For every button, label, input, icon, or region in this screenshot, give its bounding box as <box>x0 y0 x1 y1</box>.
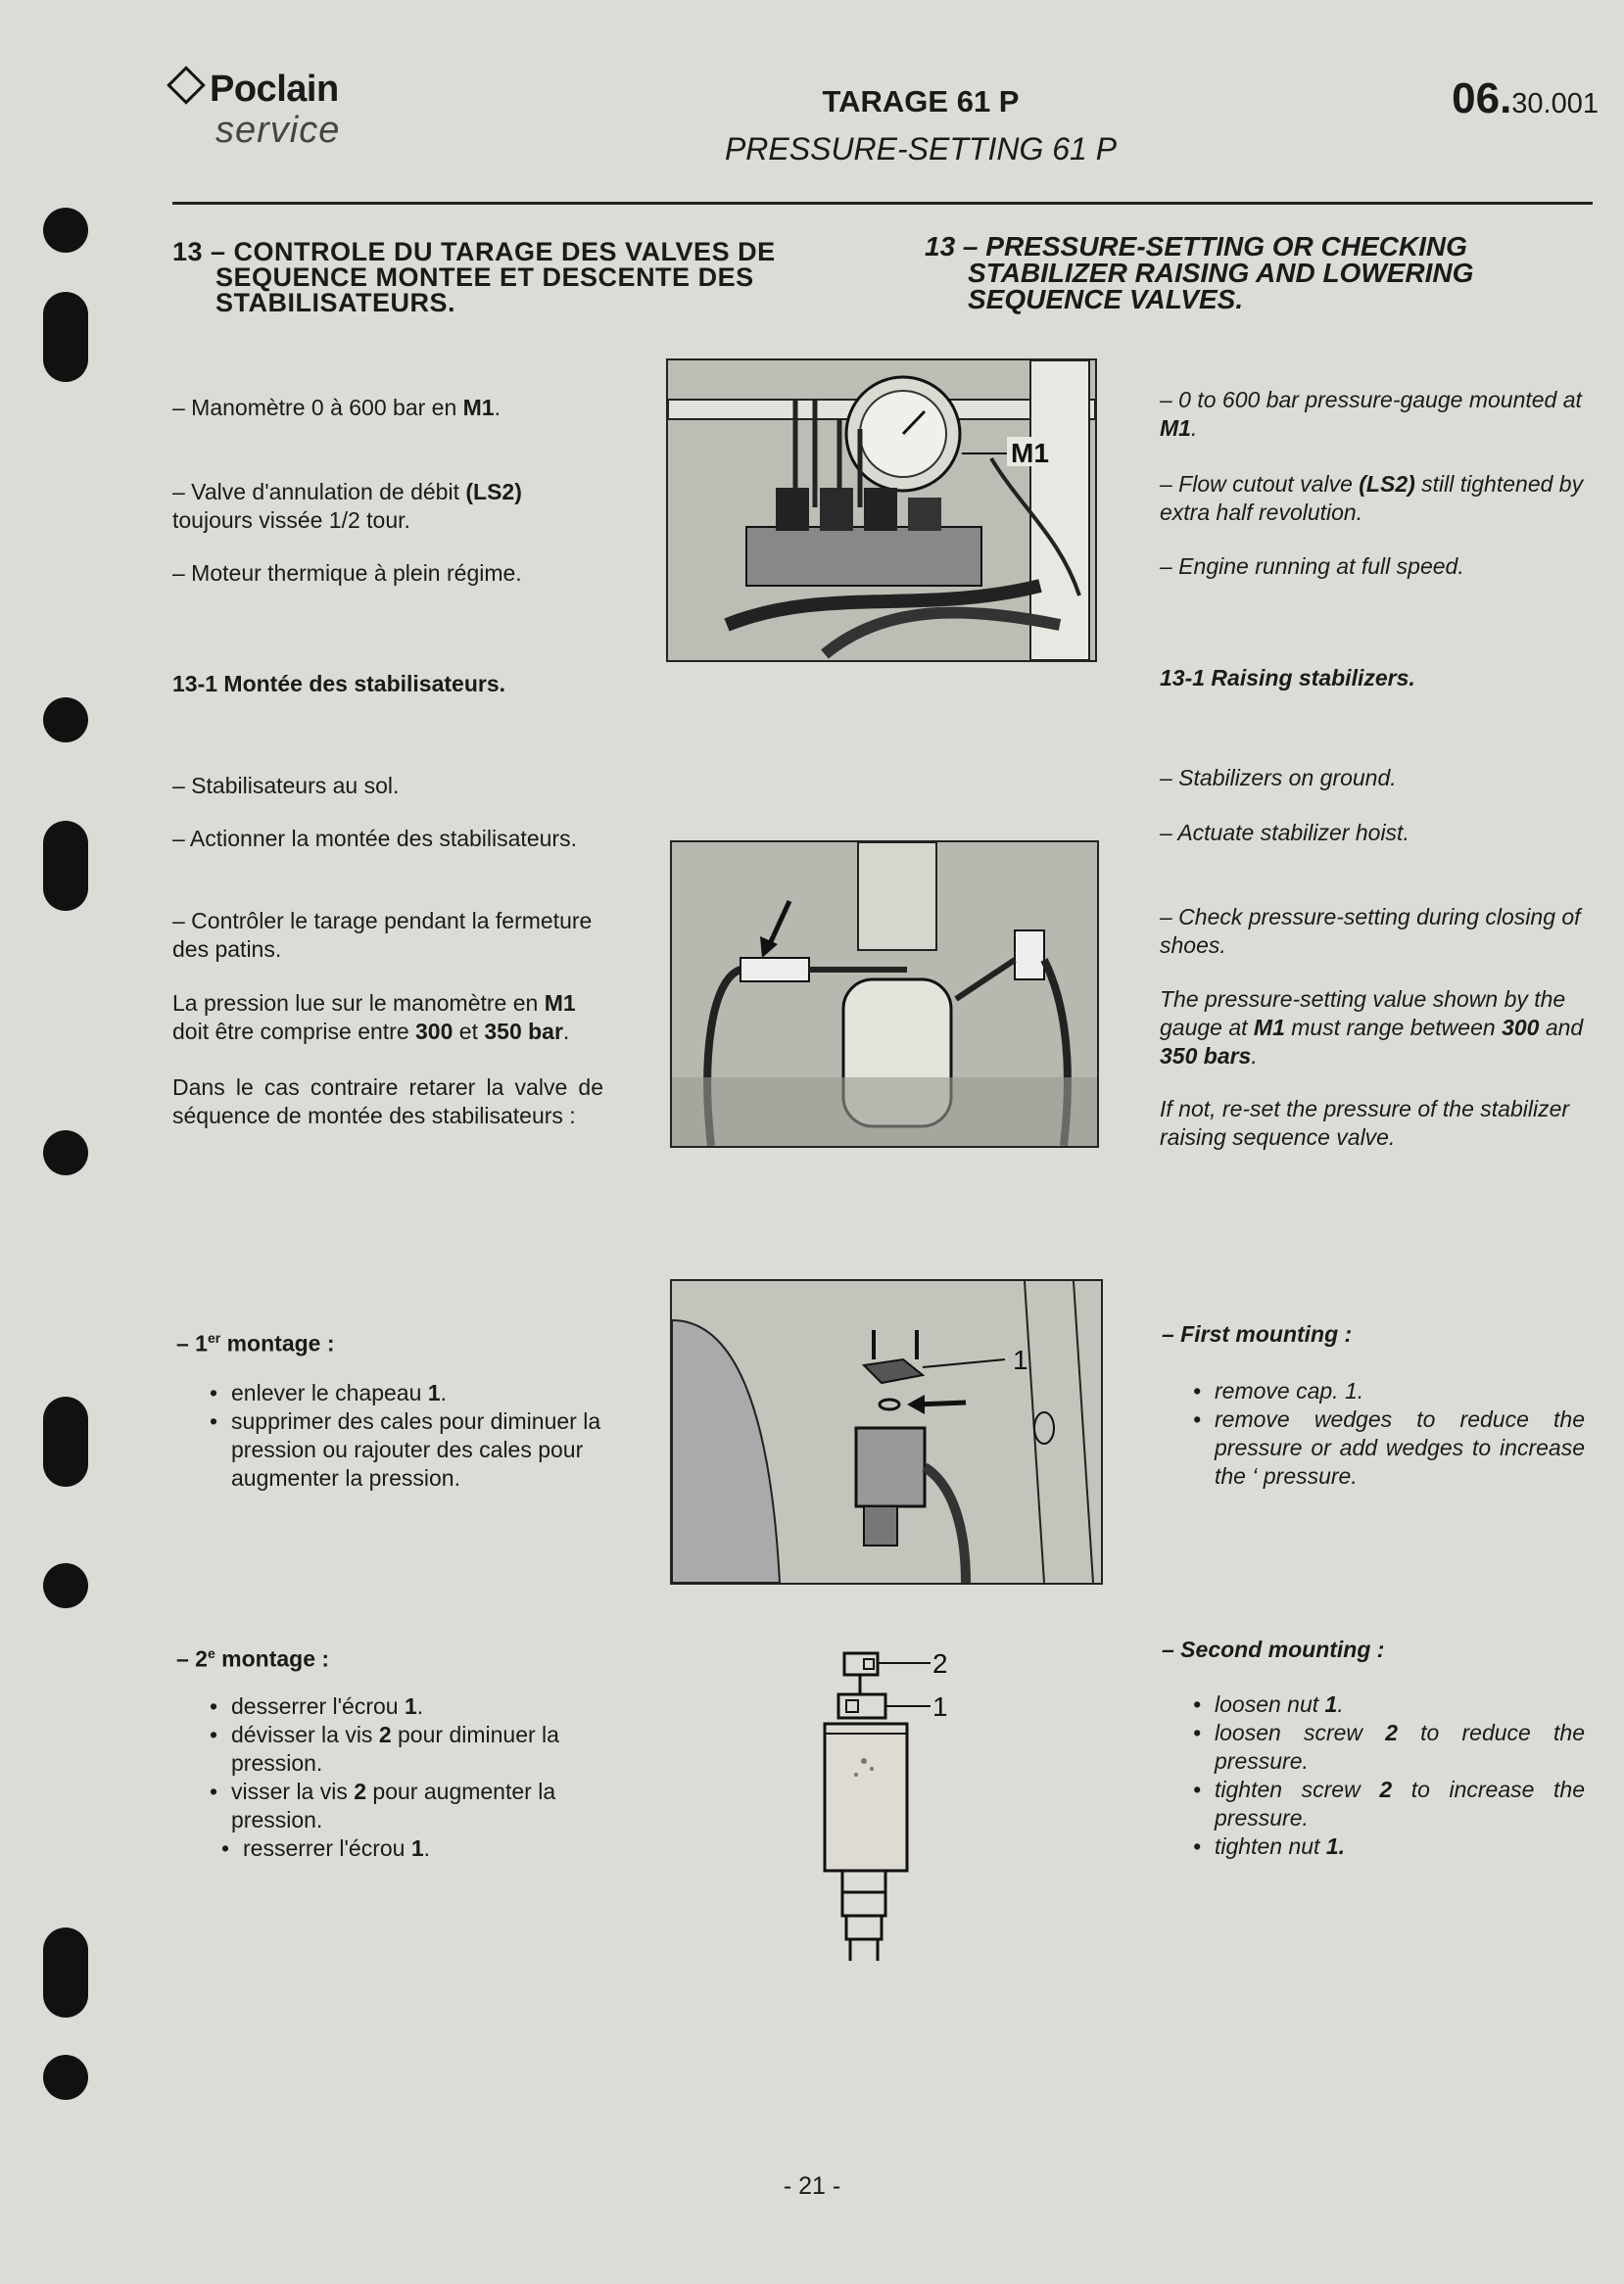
list-item: • tighten nut 1. <box>1193 1832 1585 1861</box>
mount2-list-fr <box>210 1692 601 1863</box>
list-item: • resserrer l'écrou 1. <box>221 1834 601 1863</box>
binder-hole <box>43 292 88 382</box>
sequence-valve-illustration <box>672 842 1097 1146</box>
binder-hole <box>43 208 88 253</box>
brand-logo: Poclain <box>172 69 339 111</box>
mount2-list-en <box>1193 1690 1585 1861</box>
mount1-list-fr <box>210 1379 601 1493</box>
fig4-label-1: 1 <box>932 1691 948 1722</box>
reset-note-en: If not, re-set the pressure of the stabilizer raising sequence valve. <box>1160 1096 1570 1150</box>
section-title-fr: 13 – CONTROLE DU TARAGE DES VALVES DE SEQUENCE MONTEE ET DESCENTE DES STABILISATEURS. <box>172 237 776 317</box>
binder-hole <box>43 1130 88 1175</box>
figure-valve-block-gauge <box>666 358 1097 662</box>
list-item: • supprimer des cales pour diminuer la pression ou rajouter des cales pour augmenter la pression. <box>210 1407 601 1493</box>
page-title-fr: TARAGE 61 P <box>822 84 1020 119</box>
figure-sequence-valve <box>670 840 1099 1148</box>
pressure-range-en: The pressure-setting value shown by the gauge at M1 must range between 300 and 350 bars. <box>1160 986 1584 1069</box>
prereq-fr-gauge: – Manomètre 0 à 600 bar en M1. <box>172 395 501 420</box>
document-number: 06.30.001 <box>1452 74 1599 122</box>
binder-hole <box>43 1397 88 1487</box>
mount1-title-fr: – 1er montage : <box>176 1330 335 1356</box>
figure-first-mounting <box>670 1279 1103 1585</box>
page-number: - 21 - <box>783 2172 841 2200</box>
prereq-en-engine: – Engine running at full speed. <box>1160 553 1464 579</box>
pressure-range-fr: La pression lue sur le manomètre en M1 doit être comprise entre 300 et 350 bar. <box>172 990 576 1044</box>
list-item: • loosen nut 1. <box>1193 1690 1585 1719</box>
prereq-en-gauge: – 0 to 600 bar pressure-gauge mounted at M1. <box>1160 387 1582 441</box>
prereq-fr-engine: – Moteur thermique à plein régime. <box>172 560 522 586</box>
step-en-3: – Check pressure-setting during closing of shoes. <box>1160 904 1581 958</box>
binder-hole <box>43 821 88 911</box>
second-mounting-illustration <box>803 1645 960 1969</box>
valve-block-illustration <box>668 360 1095 660</box>
step-fr-1: – Stabilisateurs au sol. <box>172 773 400 798</box>
figure-second-mounting <box>803 1645 960 1969</box>
mount1-list-en <box>1193 1377 1585 1491</box>
page-title-en: PRESSURE-SETTING 61 P <box>724 131 1118 167</box>
reset-note-fr: Dans le cas contraire retarer la valve de séquence de montée des stabilisateurs : <box>172 1074 603 1128</box>
list-item: • dévisser la vis 2 pour diminuer la pression. <box>210 1721 601 1778</box>
section-title-en: 13 – PRESSURE-SETTING OR CHECKING STABILIZER RAISING AND LOWERING SEQUENCE VALVES. <box>925 231 1474 314</box>
binder-hole <box>43 697 88 742</box>
list-item: • desserrer l'écrou 1. <box>210 1692 601 1721</box>
first-mounting-illustration <box>672 1281 1101 1583</box>
list-item: • remove wedges to reduce the pressure or add wedges to increase the ‘ pressure. <box>1193 1405 1585 1491</box>
mount2-title-en: – Second mounting : <box>1162 1637 1385 1662</box>
fig1-label-m1: M1 <box>1011 438 1049 468</box>
step-en-1: – Stabilizers on ground. <box>1160 765 1397 790</box>
mount2-title-fr: – 2e montage : <box>176 1645 330 1672</box>
prereq-en-valve: – Flow cutout valve (LS2) still tightened by extra half revolution. <box>1160 471 1584 525</box>
header-rule <box>172 202 1593 205</box>
list-item: • remove cap. 1. <box>1193 1377 1585 1405</box>
subsection-title-fr: 13-1 Montée des stabilisateurs. <box>172 671 506 696</box>
subsection-title-en: 13-1 Raising stabilizers. <box>1160 665 1415 690</box>
binder-hole <box>43 1927 88 2018</box>
binder-hole <box>43 2055 88 2100</box>
binder-hole <box>43 1563 88 1608</box>
brand-service: service <box>215 110 341 151</box>
list-item: • enlever le chapeau 1. <box>210 1379 601 1407</box>
diamond-icon <box>167 66 206 105</box>
list-item: • visser la vis 2 pour augmenter la pression. <box>210 1778 601 1834</box>
list-item: • tighten screw 2 to increase the pressure. <box>1193 1776 1585 1832</box>
list-item: • loosen screw 2 to reduce the pressure. <box>1193 1719 1585 1776</box>
mount1-title-en: – First mounting : <box>1162 1321 1353 1347</box>
step-en-2: – Actuate stabilizer hoist. <box>1160 820 1409 845</box>
step-fr-2: – Actionner la montée des stabilisateurs. <box>172 826 577 851</box>
step-fr-3: – Contrôler le tarage pendant la fermeture des patins. <box>172 908 593 962</box>
prereq-fr-valve: – Valve d'annulation de débit (LS2) toujours vissée 1/2 tour. <box>172 479 522 533</box>
fig3-label-1: 1 <box>1013 1345 1028 1375</box>
fig4-label-2: 2 <box>932 1648 948 1679</box>
